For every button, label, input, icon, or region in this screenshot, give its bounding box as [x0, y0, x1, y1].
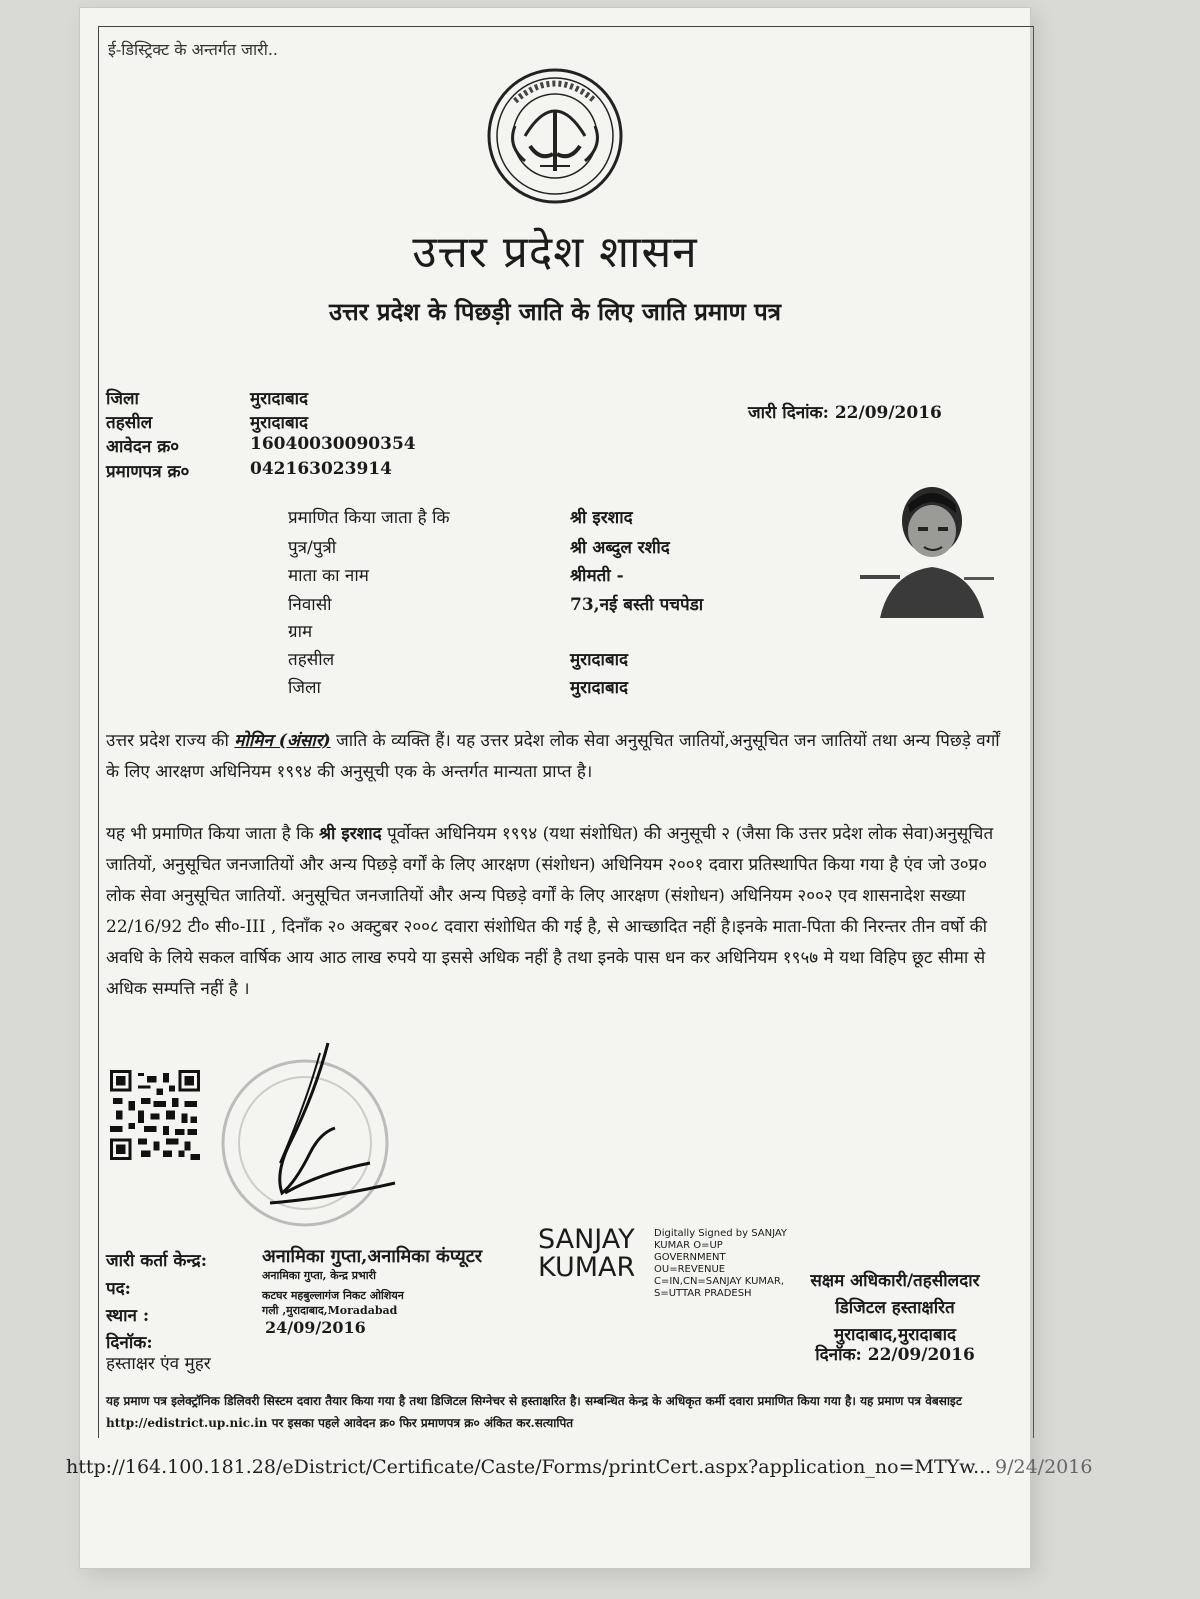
p2-person-name: श्री इरशाद: [319, 824, 382, 844]
tehsil-value: मुरादाबाद: [250, 413, 309, 433]
mother-value: श्रीमती -: [570, 566, 624, 586]
post-value: अनामिका गुप्ता, केन्द्र प्रभारी: [262, 1269, 376, 1282]
resident-value: 73,नई बस्ती पचपेडा: [570, 595, 704, 615]
digital-signature-details: Digitally Signed by SANJAY KUMAR O=UP GOVERNMENT OU=REVENUE C=IN,CN=SANJAY KUMAR, S=UTTAR PRADESH: [654, 1228, 788, 1299]
certified-label: प्रमाणित किया जाता है कि: [288, 508, 450, 528]
page-title: उत्तर प्रदेश शासन: [412, 227, 698, 278]
verification-footnote: यह प्रमाण पत्र इलेक्ट्रॉनिक डिलिवरी सिस्टम दवारा तैयार किया गया है तथा डिजिटल सिग्नेचर से हस्ताक्षरित है। सम्बन्धित केन्द्र के अधिकृत कर्मी दवारा प्रमाणित किया गया है। यह प्रमाण पत्र वेबसाइट http://edistrict.up.nic.in पर इसका पहले आवेदन क्र० फिर प्रमाणपत्र क्र० अंकित कर.सत्यापित: [106, 1394, 962, 1430]
qr-code: [110, 1070, 200, 1160]
authority-date-label: दिनॉक:: [815, 1345, 862, 1365]
place-label: स्थान :: [106, 1306, 150, 1326]
issue-date: [748, 400, 942, 423]
son-label: पुत्र/पुत्री: [288, 538, 337, 558]
signature-and-seal-label: हस्ताक्षर एंव मुहर: [106, 1354, 211, 1374]
post-label: पद:: [106, 1279, 131, 1299]
son-value: श्री अब्दुल रशीद: [570, 538, 670, 558]
p2-text-a: यह भी प्रमाणित किया जाता है कि: [106, 824, 314, 844]
p1-text-a: उत्तर प्रदेश राज्य की: [106, 731, 229, 751]
authority-date-value: 22/09/2016: [867, 1345, 975, 1365]
issuer-date-label: दिनॉक:: [106, 1333, 153, 1353]
application-number-value: 16040030090354: [250, 434, 416, 454]
issuing-center-label: जारी कर्ता केन्द्र:: [106, 1251, 207, 1271]
issue-date-value: 22/09/2016: [834, 403, 942, 423]
resident-label: निवासी: [288, 595, 332, 615]
print-date: 9/24/2016: [995, 1456, 1093, 1478]
tehsil-label: तहसील: [106, 413, 153, 433]
p1-text-b: जाति के व्यक्ति हैं। यह उत्तर प्रदेश लोक सेवा अनुसूचित जातियों,अनुसूचित जन जातियों तथा अन्य पिछड़े वर्गों के लिए आरक्षण अधिनियम १९९४ की अनुसूची एक के अन्तर्गत मान्यता प्राप्त है।: [106, 731, 1000, 782]
certified-value: श्री इरशाद: [570, 508, 633, 528]
district-label: जिला: [106, 389, 139, 409]
authority-date: [760, 1342, 1030, 1365]
authority-designation: सक्षम अधिकारी/तहसीलदार: [810, 1271, 980, 1291]
application-number-label: आवेदन क्र०: [106, 437, 180, 457]
village-label: ग्राम: [288, 622, 313, 642]
place-value-line1: कटघर महबुल्लागंज निकट ओशियन: [262, 1289, 404, 1302]
issuing-center-value: अनामिका गुप्ता,अनामिका कंप्यूटर: [262, 1246, 483, 1267]
certificate-number-value: 042163023914: [250, 459, 392, 479]
certificate-subtitle: उत्तर प्रदेश के पिछड़ी जाति के लिए जाति प्रमाण पत्र: [328, 297, 782, 326]
details-district-value: मुरादाबाद: [570, 678, 629, 698]
applicant-photo: [860, 483, 1000, 618]
certificate-number-label: प्रमाणपत्र क्र०: [106, 462, 190, 482]
authority-digital-signed: डिजिटल हस्ताक्षरित: [835, 1298, 955, 1318]
details-tehsil-value: मुरादाबाद: [570, 650, 629, 670]
signer-name-line2: KUMAR: [538, 1252, 636, 1283]
official-seal-and-signature: [210, 1033, 400, 1243]
authority-location: मुरादाबाद,मुरादाबाद: [833, 1325, 957, 1345]
up-government-emblem-icon: [485, 66, 625, 206]
caste-declaration-paragraph: [106, 726, 1016, 788]
p2-text-b: पूर्वोक्त अधिनियम १९९४ (यथा संशोधित) की अनुसूची २ (जैसा कि उत्तर प्रदेश लोक सेवा)अनुसूचित जातियों, अनुसूचित जनजातियों और अन्य पिछड़े वर्गों के लिए आरक्षण (संशोधन) अधिनियम २००१ दवारा प्रतिस्थापित किया गया है एंव जो उ०प्र० लोक सेवा अनुसूचित जातियों. अनुसूचित जनजातियों और अन्य पिछड़े वर्गों के लिए आरक्षण (संशोधन) अधिनियम २००२ एव शासनादेश सख्या 22/16/92 टी० सी०-III , दिनाँक २० अक्टुबर २००८ दवारा संशोधित की गई है, से आच्छादित नहीं है।इनके माता-पिता की निरन्तर तीन वर्षो की अवधि के लिये सकल वार्षिक आय आठ लाख रुपये या इससे अधिक नहीं है तथा इनके पास धन कर अधिनियम १९५७ मे यथा विहिप छूट सीमा से अधिक सम्पत्ति नहीं है ।: [106, 824, 994, 999]
mother-label: माता का नाम: [288, 566, 369, 586]
caste-name: मोमिन (अंसार): [234, 731, 331, 751]
issued-under-note: ई-डिस्ट्रिक्ट के अन्तर्गत जारी..: [108, 40, 279, 59]
issue-date-label: जारी दिनांक:: [748, 403, 829, 423]
print-url: http://164.100.181.28/eDistrict/Certificate/Caste/Forms/printCert.aspx?application_no=MTYw...: [66, 1456, 992, 1478]
details-tehsil-label: तहसील: [288, 650, 335, 670]
digital-signer-name: [538, 1226, 635, 1282]
details-district-label: जिला: [288, 678, 321, 698]
signer-name-line1: SANJAY: [538, 1224, 635, 1255]
certificate-sheet: [66, 8, 1093, 1568]
issuer-date-value: 24/09/2016: [265, 1318, 366, 1337]
place-value-line2: गली ,मुरादाबाद,Moradabad: [262, 1304, 398, 1317]
district-value: मुरादाबाद: [250, 389, 309, 409]
creamy-layer-paragraph: [106, 819, 1016, 1005]
